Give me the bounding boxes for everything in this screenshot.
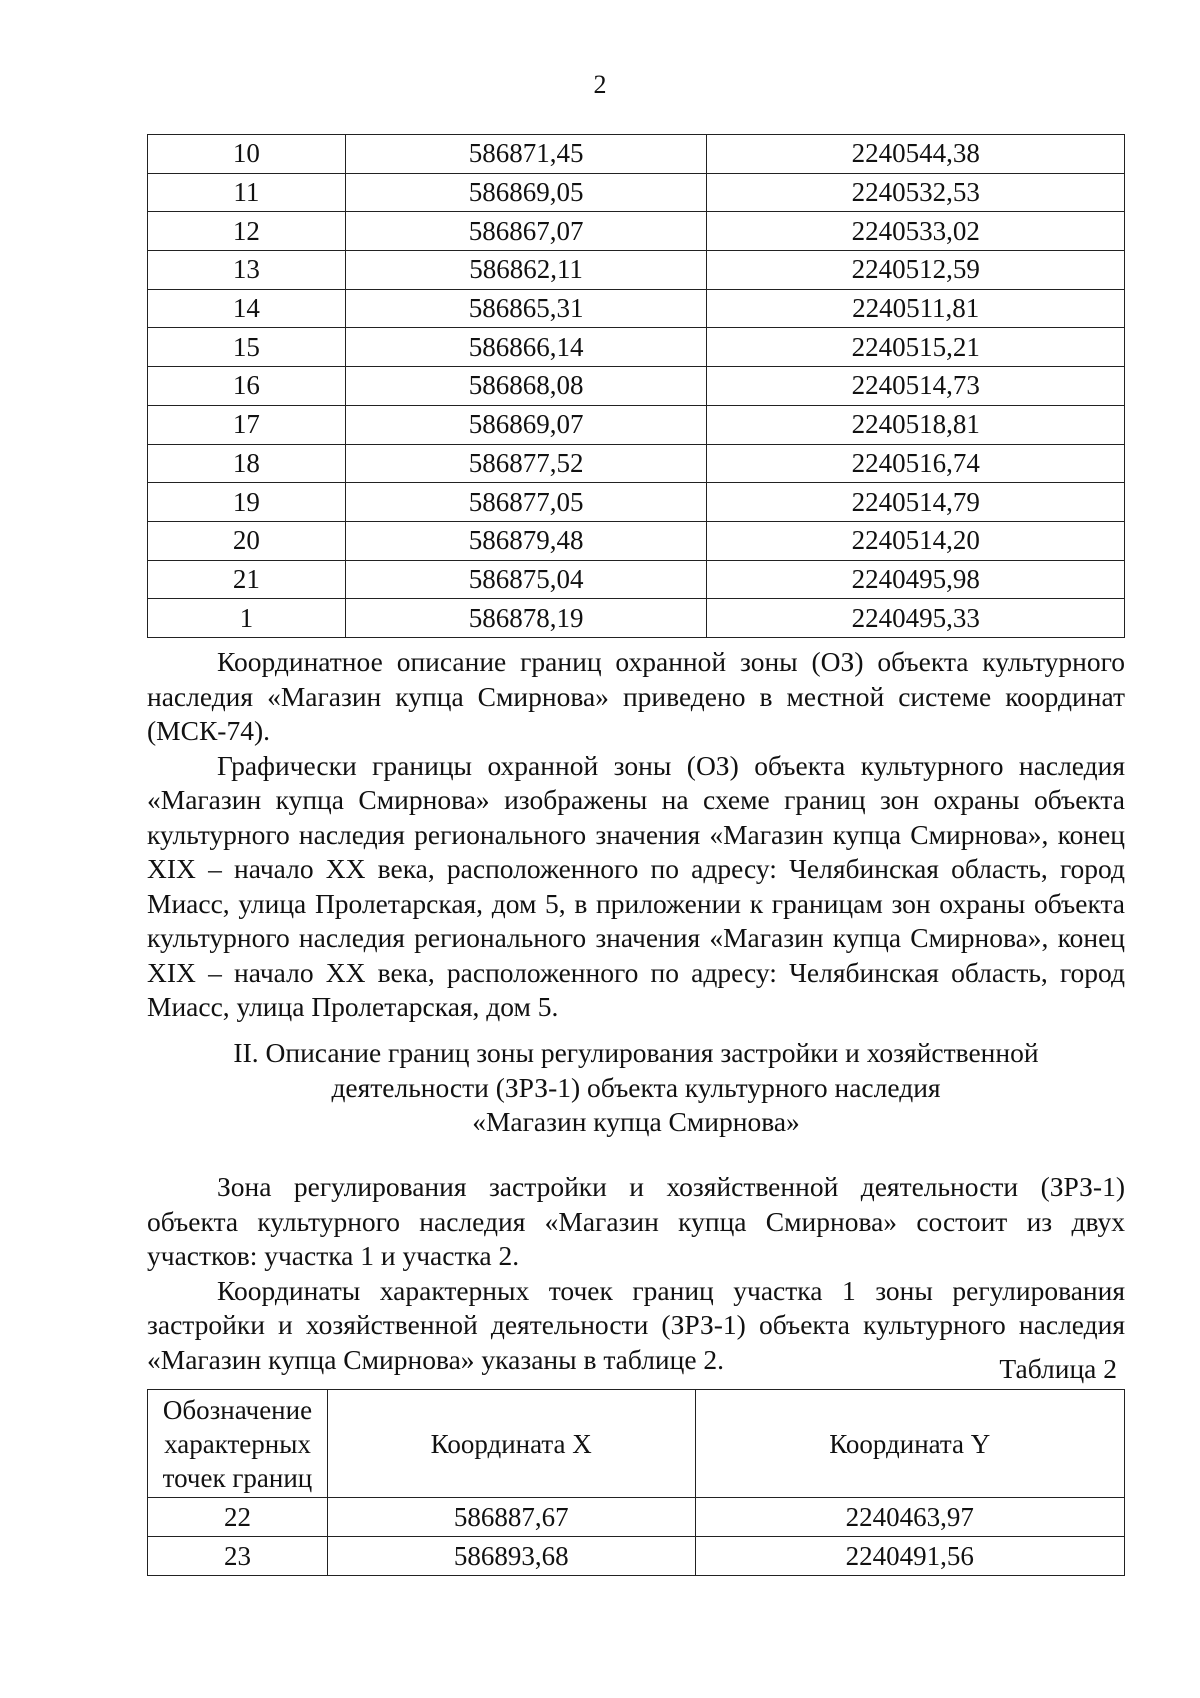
coord-x-cell: 586877,05 [345,483,707,522]
table-row [148,173,1125,212]
point-id-cell: 13 [148,251,346,290]
table-row [148,135,1125,174]
coord-y-cell: 2240532,53 [707,173,1125,212]
point-id-cell: 10 [148,135,346,174]
table-row [148,1498,1125,1537]
coord-y-cell: 2240516,74 [707,444,1125,483]
table-row [148,560,1125,599]
table-row [148,521,1125,560]
point-id-cell: 15 [148,328,346,367]
coord-x-cell: 586875,04 [345,560,707,599]
coordinates-table-1 [147,134,1125,638]
table-row [148,1537,1125,1576]
coord-x-cell: 586887,67 [327,1498,695,1537]
coord-y-cell: 2240463,97 [695,1498,1124,1537]
coord-x-cell: 586877,52 [345,444,707,483]
table-header-row [148,1390,1125,1498]
header-text-line: характерных [164,1428,311,1459]
coordinates-table-2 [147,1389,1125,1576]
coord-y-cell: 2240512,59 [707,251,1125,290]
section-heading-line: «Магазин купца Смирнова» [472,1106,800,1137]
table-row [148,328,1125,367]
coord-x-cell: 586893,68 [327,1537,695,1576]
coord-x-cell: 586869,07 [345,405,707,444]
paragraph-table-reference: Координаты характерных точек границ участка 1 зоны регулирования застройки и хозяйственной деятельности (ЗРЗ-1) объекта культурного наследия «Магазин купца Смирнова» указаны в таблице 2. [147,1274,1125,1375]
table-row [148,367,1125,406]
coord-y-cell: 2240495,33 [707,599,1125,638]
table-row [148,483,1125,522]
coord-x-cell: 586869,05 [345,173,707,212]
zone-paragraphs [147,1170,1125,1377]
point-id-cell: 22 [148,1498,328,1537]
table-row [148,444,1125,483]
table-row [148,212,1125,251]
header-coordinate-y: Координата Y [695,1390,1124,1498]
coord-y-cell: 2240515,21 [707,328,1125,367]
coord-x-cell: 586866,14 [345,328,707,367]
coord-x-cell: 586862,11 [345,251,707,290]
header-point-designation [148,1390,328,1498]
coord-x-cell: 586878,19 [345,599,707,638]
coord-x-cell: 586867,07 [345,212,707,251]
coord-x-cell: 586868,08 [345,367,707,406]
point-id-cell: 21 [148,560,346,599]
point-id-cell: 12 [148,212,346,251]
coord-y-cell: 2240518,81 [707,405,1125,444]
coord-x-cell: 586871,45 [345,135,707,174]
coord-y-cell: 2240511,81 [707,289,1125,328]
point-id-cell: 1 [148,599,346,638]
point-id-cell: 11 [148,173,346,212]
point-id-cell: 14 [148,289,346,328]
point-id-cell: 19 [148,483,346,522]
table-row [148,599,1125,638]
table-row [148,289,1125,328]
point-id-cell: 23 [148,1537,328,1576]
description-paragraphs [147,645,1125,1025]
coord-y-cell: 2240514,73 [707,367,1125,406]
paragraph-graphic-boundaries: Графически границы охранной зоны (ОЗ) объекта культурного наследия «Магазин купца Смирнова» изображены на схеме границ зон охраны объекта культурного наследия регионального значения «Магазин купца Смирнова», конец XIX – начало XX века, расположенного по адресу: Челябинская область, город Миасс, улица Пролетарская, дом 5, в приложении к границам зон охраны объекта культурного наследия регионального значения «Магазин купца Смирнова», конец XIX – начало XX века, расположенного по адресу: Челябинская область, город Миасс, улица Пролетарская, дом 5. [147,749,1125,1022]
coord-y-cell: 2240544,38 [707,135,1125,174]
section-heading-line: деятельности (ЗРЗ-1) объекта культурного наследия [331,1071,941,1103]
section-heading-line: II. Описание границ зоны регулирования застройки и хозяйственной [233,1037,1039,1068]
point-id-cell: 16 [148,367,346,406]
point-id-cell: 20 [148,521,346,560]
coord-y-cell: 2240491,56 [695,1537,1124,1576]
coord-y-cell: 2240514,79 [707,483,1125,522]
header-coordinate-x: Координата X [327,1390,695,1498]
coord-y-cell: 2240533,02 [707,212,1125,251]
table-row [148,251,1125,290]
coordinates-table-1-body [148,135,1125,638]
coord-x-cell: 586879,48 [345,521,707,560]
paragraph-zone-composition: Зона регулирования застройки и хозяйственной деятельности (ЗРЗ-1) объекта культурного наследия «Магазин купца Смирнова» состоит из двух участков: участка 1 и участка 2. [147,1171,1125,1271]
table-row [148,405,1125,444]
point-id-cell: 18 [148,444,346,483]
section-heading [147,1036,1125,1140]
table-caption: Таблица 2 [999,1353,1117,1384]
coord-y-cell: 2240514,20 [707,521,1125,560]
coord-x-cell: 586865,31 [345,289,707,328]
header-text-line: точек границ [162,1462,313,1493]
header-text-line: Обозначение [162,1394,313,1425]
paragraph-coordinate-description: Координатное описание границ охранной зоны (ОЗ) объекта культурного наследия «Магазин купца Смирнова» приведено в местной системе координат (МСК-74). [147,646,1125,746]
coord-y-cell: 2240495,98 [707,560,1125,599]
page-number: 2 [593,70,607,99]
point-id-cell: 17 [148,405,346,444]
